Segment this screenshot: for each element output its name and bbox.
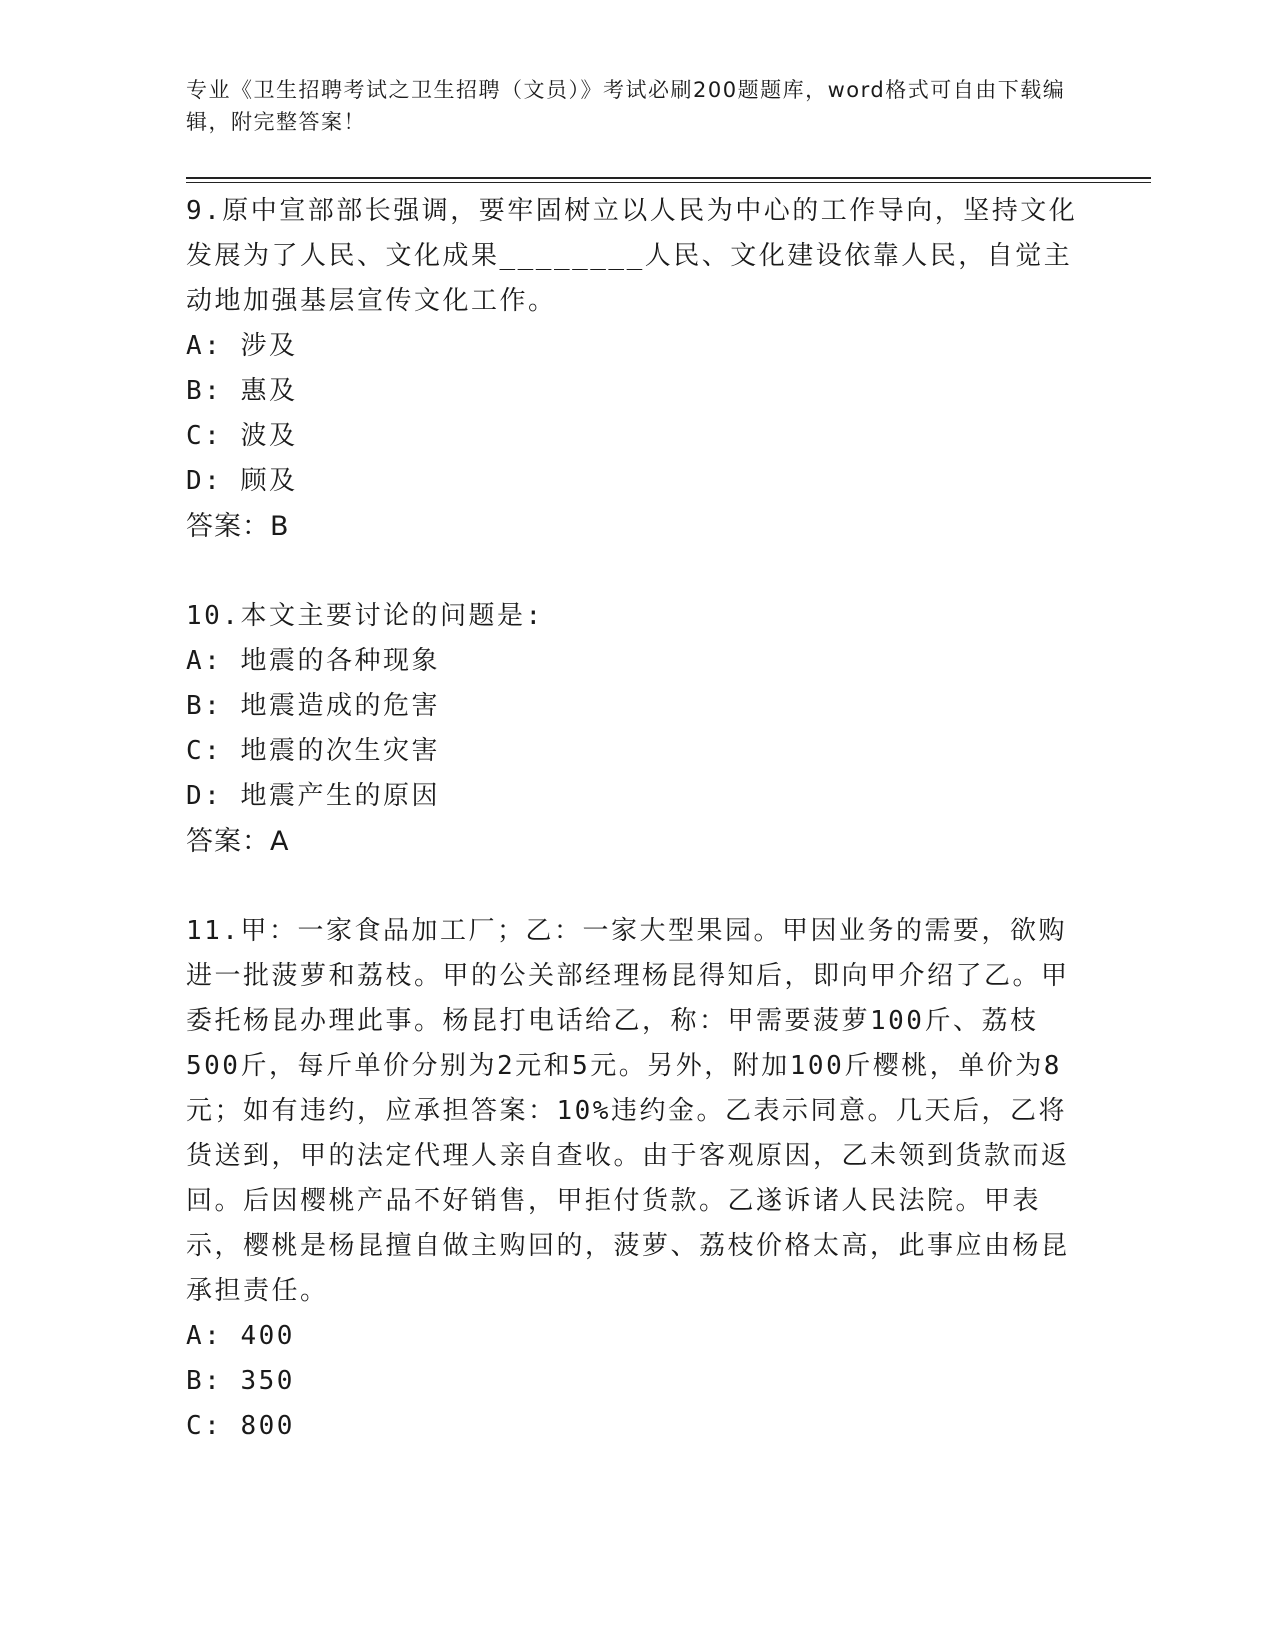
question-stem: 10.本文主要讨论的问题是: [186, 601, 544, 631]
option-c: C: 800 [186, 1411, 295, 1441]
question-9 [186, 189, 1086, 549]
question-10 [186, 594, 1086, 864]
option-d: D: 地震产生的原因 [186, 781, 440, 811]
header-divider-bottom [186, 182, 1151, 183]
spacer [186, 864, 1086, 909]
option-b: B: 地震造成的危害 [186, 691, 440, 721]
question-list [186, 189, 1086, 1449]
header-divider-top [186, 177, 1151, 179]
spacer [186, 549, 1086, 594]
question-stem: 11.甲：一家食品加工厂；乙：一家大型果园。甲因业务的需要，欲购进一批菠萝和荔枝。甲的公关部经理杨昆得知后，即向甲介绍了乙。甲委托杨昆办理此事。杨昆打电话给乙，称：甲需要菠萝100斤、荔枝500斤，每斤单价分别为2元和5元。另外，附加100斤樱桃，单价为8元；如有违约，应承担答案：10%违约金。乙表示同意。几天后，乙将货送到，甲的法定代理人亲自查收。由于客观原因，乙未领到货款而返回。后因樱桃产品不好销售，甲拒付货款。乙遂诉诸人民法院。甲表示，樱桃是杨昆擅自做主购回的，菠萝、荔枝价格太高，此事应由杨昆承担责任。 [186, 916, 1070, 1306]
option-c: C: 波及 [186, 421, 298, 451]
option-b: B: 350 [186, 1366, 295, 1396]
option-a: A: 地震的各种现象 [186, 646, 440, 676]
option-a: A: 400 [186, 1321, 295, 1351]
document-header: 专业《卫生招聘考试之卫生招聘（文员）》考试必刷200题题库，word格式可自由下载编辑，附完整答案！ [186, 78, 1066, 134]
question-stem: 9.原中宣部部长强调，要牢固树立以人民为中心的工作导向，坚持文化发展为了人民、文化成果________人民、文化建设依靠人民，自觉主动地加强基层宣传文化工作。 [186, 196, 1078, 316]
answer-line: 答案：B [186, 511, 290, 542]
question-11 [186, 909, 1086, 1449]
option-b: B: 惠及 [186, 376, 298, 406]
option-c: C: 地震的次生灾害 [186, 736, 440, 766]
option-a: A: 涉及 [186, 331, 298, 361]
answer-line: 答案：A [186, 826, 290, 857]
option-d: D: 顾及 [186, 466, 298, 496]
